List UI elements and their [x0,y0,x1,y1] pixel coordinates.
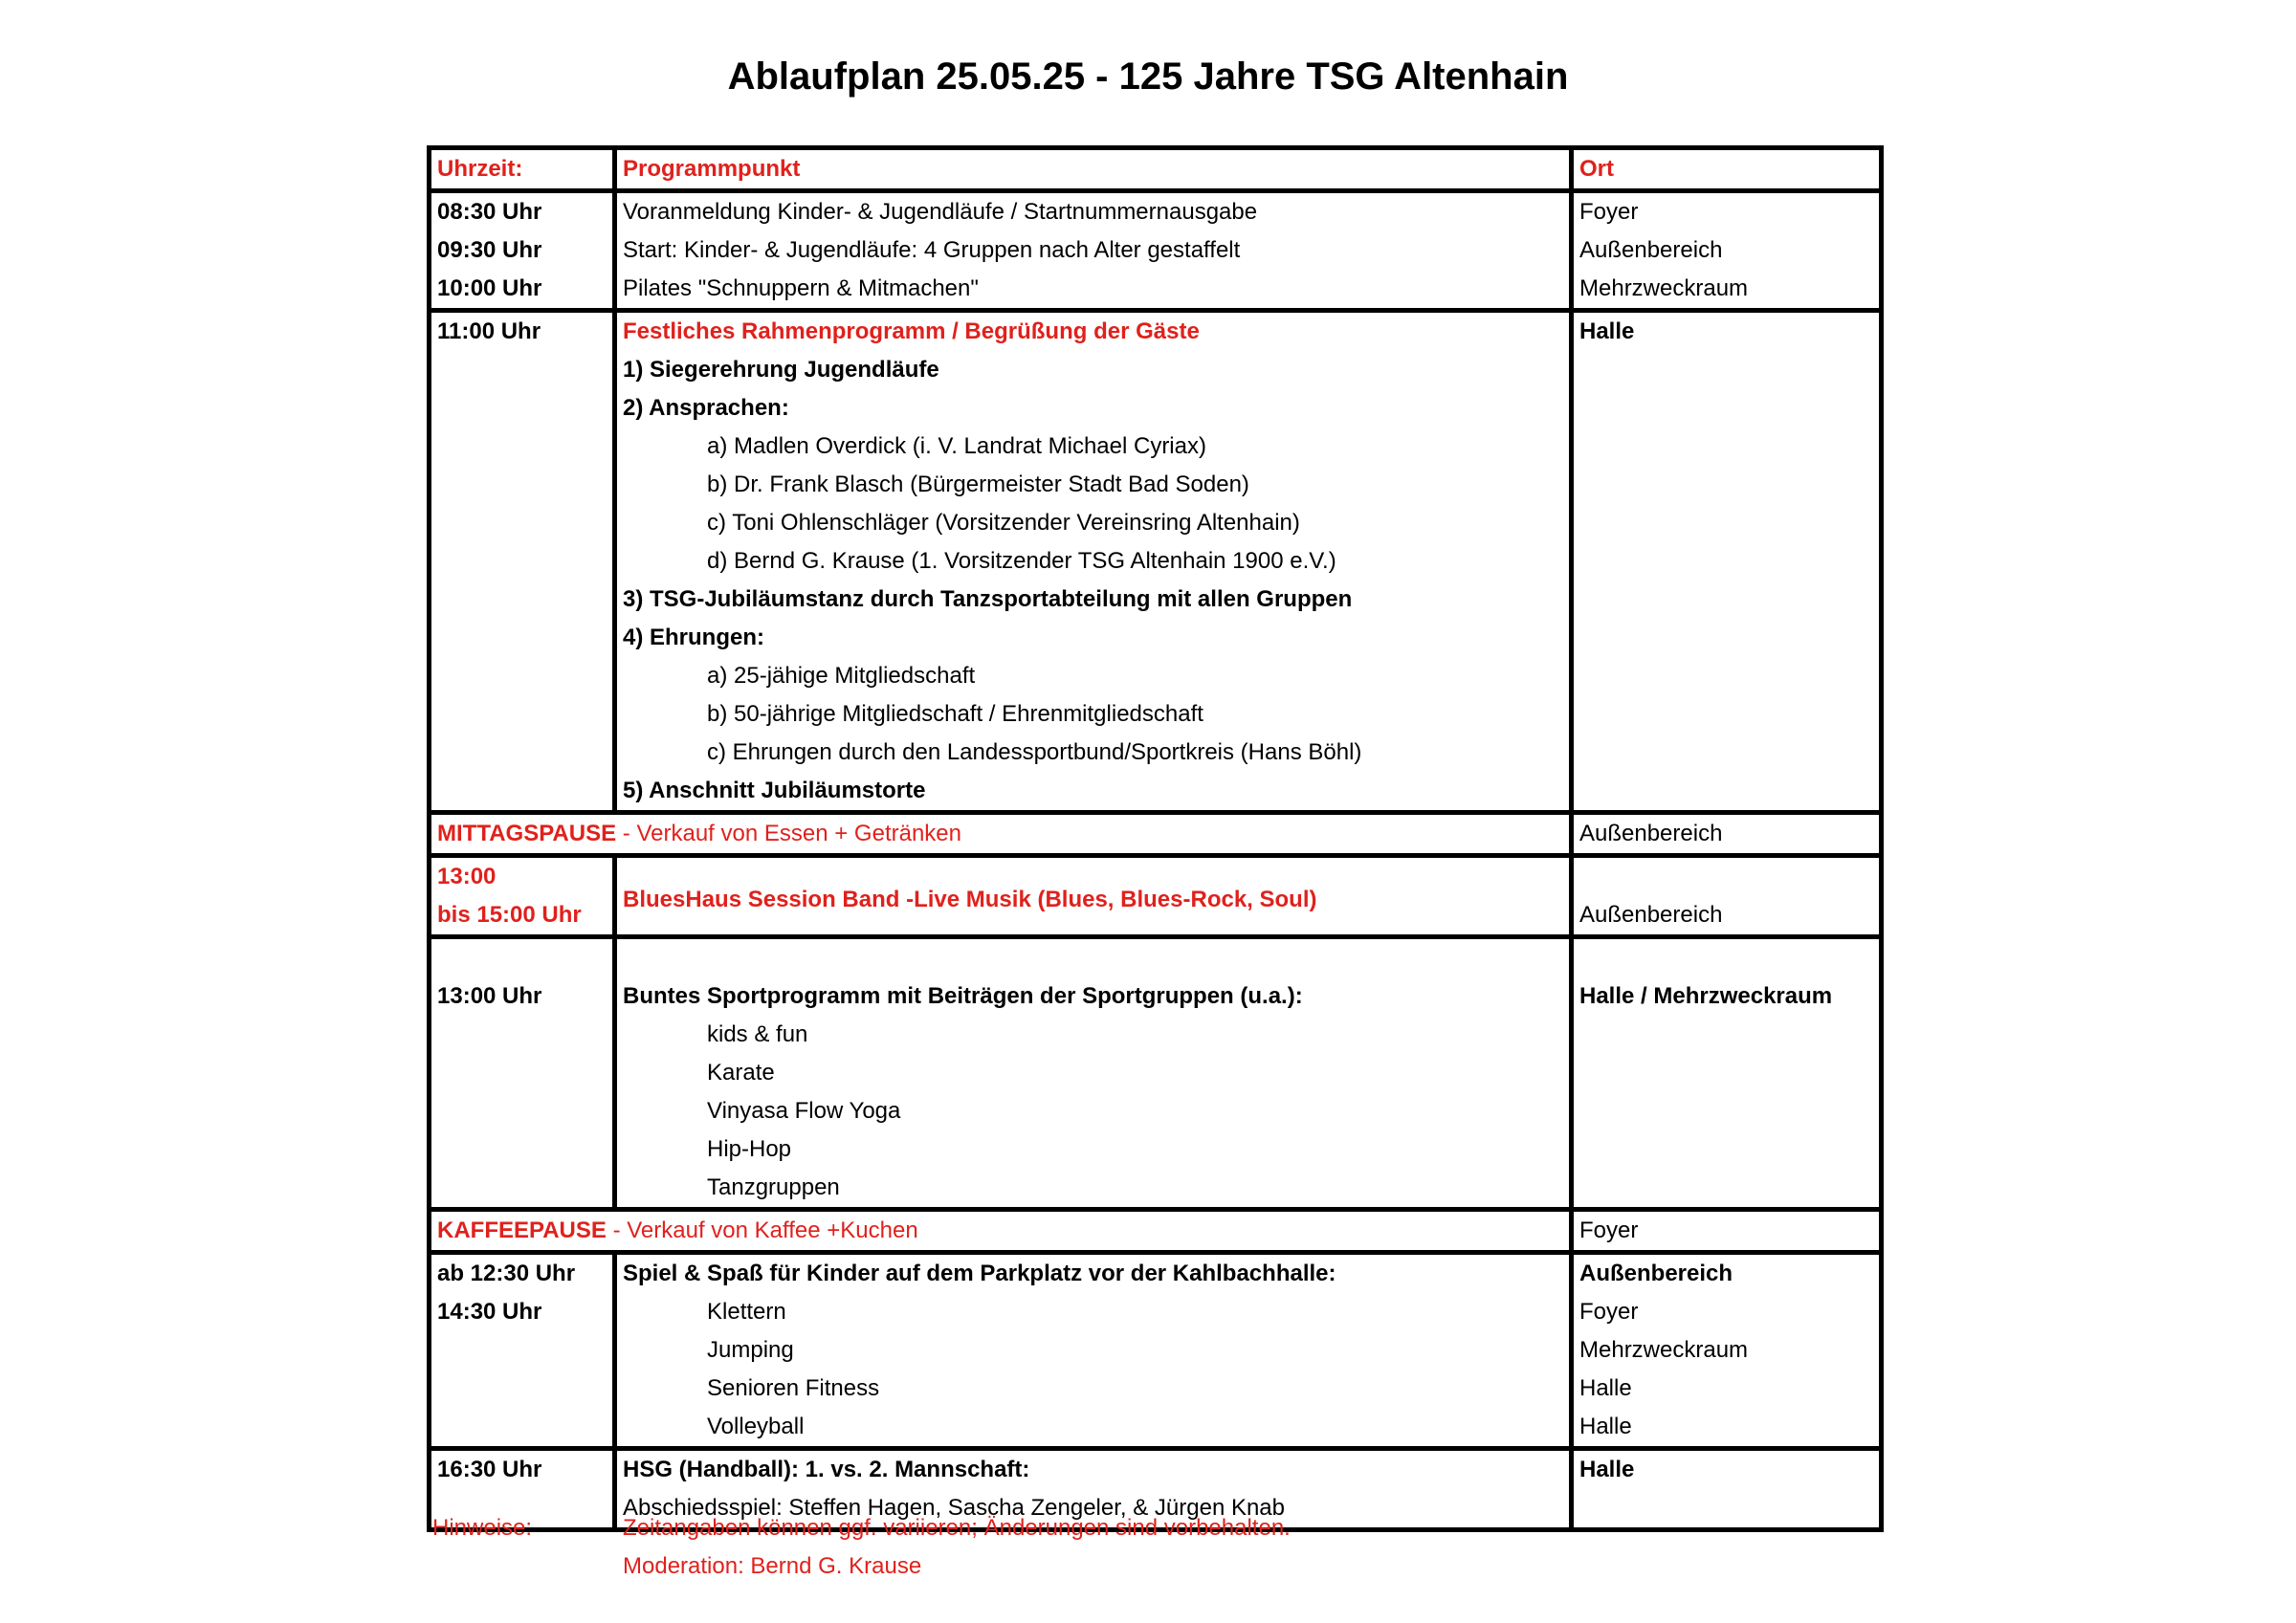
note-row [427,1547,1879,1586]
place-value: Außenbereich [1579,237,1723,263]
place-value: Mehrzweckraum [1579,275,1749,301]
time-cell [430,191,615,311]
header-program [615,148,1572,191]
break-title: MITTAGSPAUSE [437,821,617,846]
row-spacer [623,939,1569,977]
program-item: Voranmeldung Kinder- & Jugendläufe / Startnummernausgabe [623,199,1258,225]
program-item: Festliches Rahmenprogramm / Begrüßung der Gäste [623,318,1200,344]
program-subitem: Vinyasa Flow Yoga [707,1098,901,1124]
table-row [430,813,1882,856]
time-value: 16:30 Uhr [437,1457,542,1482]
program-subitem: Karate [707,1060,775,1086]
program-item: Abschiedsspiel: Steffen Hagen, Sascha Zengeler, & Jürgen Knab [623,1495,1286,1521]
program-item: 5) Anschnitt Jubiläumstorte [623,778,926,803]
time-cell [430,856,615,937]
program-item: BluesHaus Session Band -Live Musik (Blues, Blues-Rock, Soul) [623,887,1317,912]
program-item: 2) Ansprachen: [623,395,789,421]
table-header-row [430,148,1882,191]
place-value: Halle / Mehrzweckraum [1579,983,1833,1009]
break-cell [430,813,1572,856]
notes-label: Hinweise: [432,1515,533,1541]
program-subitem: a) Madlen Overdick (i. V. Landrat Michael Cyriax) [707,433,1206,459]
table-row [430,311,1882,813]
place-value: Außenbereich [1579,902,1723,928]
time-cell [430,937,615,1210]
time-cell [430,311,615,813]
program-subitem: c) Toni Ohlenschläger (Vorsitzender Vereinsring Altenhain) [707,510,1300,536]
header-place-label: Ort [1579,156,1614,182]
program-subitem: Tanzgruppen [707,1174,840,1200]
program-cell [615,1253,1572,1449]
program-subitem: Klettern [707,1299,786,1325]
program-item: Buntes Sportprogramm mit Beiträgen der Sportgruppen (u.a.): [623,983,1303,1009]
place-cell [1572,1210,1882,1253]
program-item: 3) TSG-Jubiläumstanz durch Tanzsportabteilung mit allen Gruppen [623,586,1353,612]
place-value: Halle [1579,1457,1635,1482]
time-value: ab 12:30 Uhr [437,1261,576,1286]
program-subitem: kids & fun [707,1021,808,1047]
time-value: 08:30 Uhr [437,199,542,225]
time-value: 10:00 Uhr [437,275,542,301]
break-detail: - Verkauf von Kaffee +Kuchen [606,1217,918,1243]
program-item: Start: Kinder- & Jugendläufe: 4 Gruppen nach Alter gestaffelt [623,237,1241,263]
row-spacer [1579,858,1879,896]
header-time-label: Uhrzeit: [437,156,523,182]
time-value: 11:00 Uhr [437,318,541,344]
program-subitem: a) 25-jähige Mitgliedschaft [707,663,976,689]
break-line [437,1212,1569,1250]
place-cell [1572,856,1882,937]
schedule-body [430,191,1882,1530]
table-row [430,1210,1882,1253]
program-item: Pilates "Schnuppern & Mitmachen" [623,275,979,301]
place-value: Halle [1579,318,1635,344]
place-value: Außenbereich [1579,821,1723,846]
time-value: 14:30 Uhr [437,1299,542,1325]
place-cell [1572,813,1882,856]
row-spacer [1579,939,1879,977]
program-cell [615,311,1572,813]
place-cell [1572,311,1882,813]
table-row [430,937,1882,1210]
header-time [430,148,615,191]
header-program-label: Programmpunkt [623,156,801,182]
time-value: 13:00 Uhr [437,983,542,1009]
program-subitem: b) Dr. Frank Blasch (Bürgermeister Stadt Bad Soden) [707,472,1249,497]
program-subitem: Volleyball [707,1414,805,1439]
notes-label-blank [427,1547,617,1586]
time-cell [430,1253,615,1449]
place-value: Foyer [1579,199,1639,225]
place-value: Halle [1579,1375,1632,1401]
table-row [430,191,1882,311]
program-item: Spiel & Spaß für Kinder auf dem Parkplatz vor der Kahlbachhalle: [623,1261,1336,1286]
time-value: bis 15:00 Uhr [437,902,582,928]
time-value: 09:30 Uhr [437,237,542,263]
place-cell [1572,1253,1882,1449]
break-cell [430,1210,1572,1253]
page-title: Ablaufplan 25.05.25 - 125 Jahre TSG Altenhain [727,55,1569,98]
row-spacer [623,858,1569,881]
place-value: Mehrzweckraum [1579,1337,1749,1363]
header-place [1572,148,1882,191]
place-cell [1572,937,1882,1210]
program-cell [615,191,1572,311]
program-cell [615,937,1572,1210]
place-value: Halle [1579,1414,1632,1439]
place-value: Außenbereich [1579,1261,1733,1286]
program-item: 1) Siegerehrung Jugendläufe [623,357,939,383]
row-spacer [437,939,612,977]
program-subitem: d) Bernd G. Krause (1. Vorsitzender TSG Altenhain 1900 e.V.) [707,548,1336,574]
note-line: Moderation: Bernd G. Krause [623,1553,922,1579]
program-cell [615,856,1572,937]
place-value: Foyer [1579,1299,1639,1325]
time-value: 13:00 [437,864,497,889]
program-subitem: Hip-Hop [707,1136,792,1162]
break-title: KAFFEEPAUSE [437,1217,607,1243]
program-subitem: c) Ehrungen durch den Landessportbund/Sportkreis (Hans Böhl) [707,739,1362,765]
program-subitem: Jumping [707,1337,794,1363]
program-subitem: b) 50-jährige Mitgliedschaft / Ehrenmitgliedschaft [707,701,1203,727]
place-value: Foyer [1579,1217,1639,1243]
place-cell [1572,191,1882,311]
schedule-table [427,145,1884,1532]
break-line [437,815,1569,853]
program-subitem: Senioren Fitness [707,1375,880,1401]
table-row [430,1253,1882,1449]
break-detail: - Verkauf von Essen + Getränken [616,821,961,846]
note-row [427,1509,1879,1547]
note-line: Zeitangaben können ggf. variieren; Änderungen sind vorbehalten. [623,1515,1291,1541]
notes-section [427,1509,1879,1586]
program-item: 4) Ehrungen: [623,625,764,650]
table-row [430,856,1882,937]
program-item: HSG (Handball): 1. vs. 2. Mannschaft: [623,1457,1030,1482]
